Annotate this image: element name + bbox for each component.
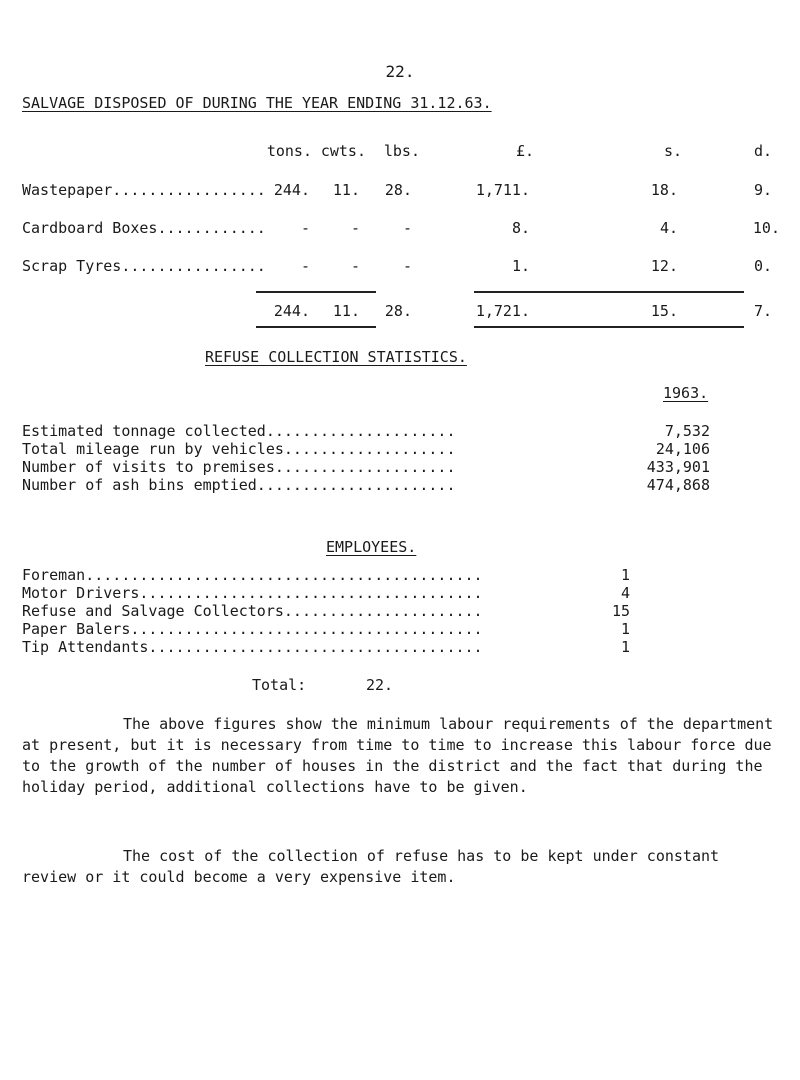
salvage-lbs: - bbox=[402, 257, 412, 275]
total-rule-top-weight bbox=[256, 291, 376, 293]
refuse-title: REFUSE COLLECTION STATISTICS. bbox=[205, 348, 467, 366]
refuse-row-label: Number of visits to premises.................... bbox=[22, 458, 456, 476]
employee-row-value: 15 bbox=[611, 602, 630, 620]
employees-title: EMPLOYEES. bbox=[326, 538, 417, 556]
paragraph-text: The cost of the collection of refuse has to be kept under constant review or it could become a very expensive item. bbox=[22, 847, 720, 886]
employees-total-label: Total: bbox=[252, 676, 307, 694]
employees-total-value: 22. bbox=[366, 676, 394, 694]
salvage-tons: - bbox=[300, 219, 310, 237]
header-cwts: cwts. bbox=[320, 142, 366, 160]
salvage-tons: - bbox=[300, 257, 310, 275]
salvage-title: SALVAGE DISPOSED OF DURING THE YEAR ENDING 31.12.63. bbox=[22, 94, 492, 112]
total-rule-bottom-money bbox=[474, 326, 744, 328]
salvage-total-pounds: 1,721. bbox=[475, 302, 530, 320]
salvage-pence: 9. bbox=[753, 181, 772, 199]
employee-row-value: 4 bbox=[620, 584, 630, 602]
employee-row-value: 1 bbox=[620, 566, 630, 584]
employee-row-value: 1 bbox=[620, 638, 630, 656]
employee-row-label: Refuse and Salvage Collectors...................... bbox=[22, 602, 483, 620]
refuse-row-value: 433,901 bbox=[646, 458, 710, 476]
salvage-shillings: 18. bbox=[650, 181, 678, 199]
salvage-cwts: - bbox=[350, 257, 360, 275]
salvage-total-pence: 7. bbox=[753, 302, 772, 320]
page-number: 22. bbox=[385, 62, 415, 81]
refuse-year: 1963. bbox=[663, 384, 709, 402]
body-paragraph bbox=[22, 714, 782, 798]
salvage-row-label: Cardboard Boxes............ bbox=[22, 219, 266, 237]
refuse-row-label: Estimated tonnage collected..................... bbox=[22, 422, 456, 440]
header-pence: d. bbox=[753, 142, 772, 160]
total-rule-top-money bbox=[474, 291, 744, 293]
salvage-pounds: 1. bbox=[511, 257, 530, 275]
header-tons: tons. bbox=[266, 142, 312, 160]
salvage-total-shillings: 15. bbox=[650, 302, 678, 320]
salvage-row-label: Wastepaper................. bbox=[22, 181, 266, 199]
salvage-row-label: Scrap Tyres................ bbox=[22, 257, 266, 275]
header-shillings: s. bbox=[663, 142, 682, 160]
employee-row-value: 1 bbox=[620, 620, 630, 638]
paragraph-text: The above figures show the minimum labour requirements of the department at present, but it is necessary from time to time to increase this labour force due to the growth of the number of houses in the district and the fact that during the holiday period, additional collections have to be given. bbox=[22, 715, 774, 796]
refuse-row-value: 24,106 bbox=[655, 440, 710, 458]
salvage-pounds: 8. bbox=[511, 219, 530, 237]
salvage-cwts: 11. bbox=[332, 181, 360, 199]
salvage-lbs: - bbox=[402, 219, 412, 237]
salvage-cwts: - bbox=[350, 219, 360, 237]
refuse-row-label: Number of ash bins emptied...................... bbox=[22, 476, 456, 494]
body-paragraph bbox=[22, 846, 782, 888]
salvage-shillings: 4. bbox=[659, 219, 678, 237]
salvage-pence: 10. bbox=[752, 219, 780, 237]
salvage-pence: 0. bbox=[753, 257, 772, 275]
salvage-total-lbs: 28. bbox=[384, 302, 412, 320]
salvage-total-tons: 244. bbox=[273, 302, 310, 320]
header-pounds: £. bbox=[515, 142, 534, 160]
salvage-total-cwts: 11. bbox=[332, 302, 360, 320]
salvage-lbs: 28. bbox=[384, 181, 412, 199]
salvage-pounds: 1,711. bbox=[475, 181, 530, 199]
header-lbs: lbs. bbox=[383, 142, 420, 160]
refuse-row-value: 474,868 bbox=[646, 476, 710, 494]
total-rule-bottom-weight bbox=[256, 326, 376, 328]
salvage-shillings: 12. bbox=[650, 257, 678, 275]
employee-row-label: Foreman............................................ bbox=[22, 566, 483, 584]
refuse-row-label: Total mileage run by vehicles................... bbox=[22, 440, 456, 458]
employee-row-label: Tip Attendants..................................... bbox=[22, 638, 483, 656]
salvage-tons: 244. bbox=[273, 181, 310, 199]
employee-row-label: Paper Balers....................................... bbox=[22, 620, 483, 638]
refuse-row-value: 7,532 bbox=[664, 422, 710, 440]
employee-row-label: Motor Drivers...................................... bbox=[22, 584, 483, 602]
